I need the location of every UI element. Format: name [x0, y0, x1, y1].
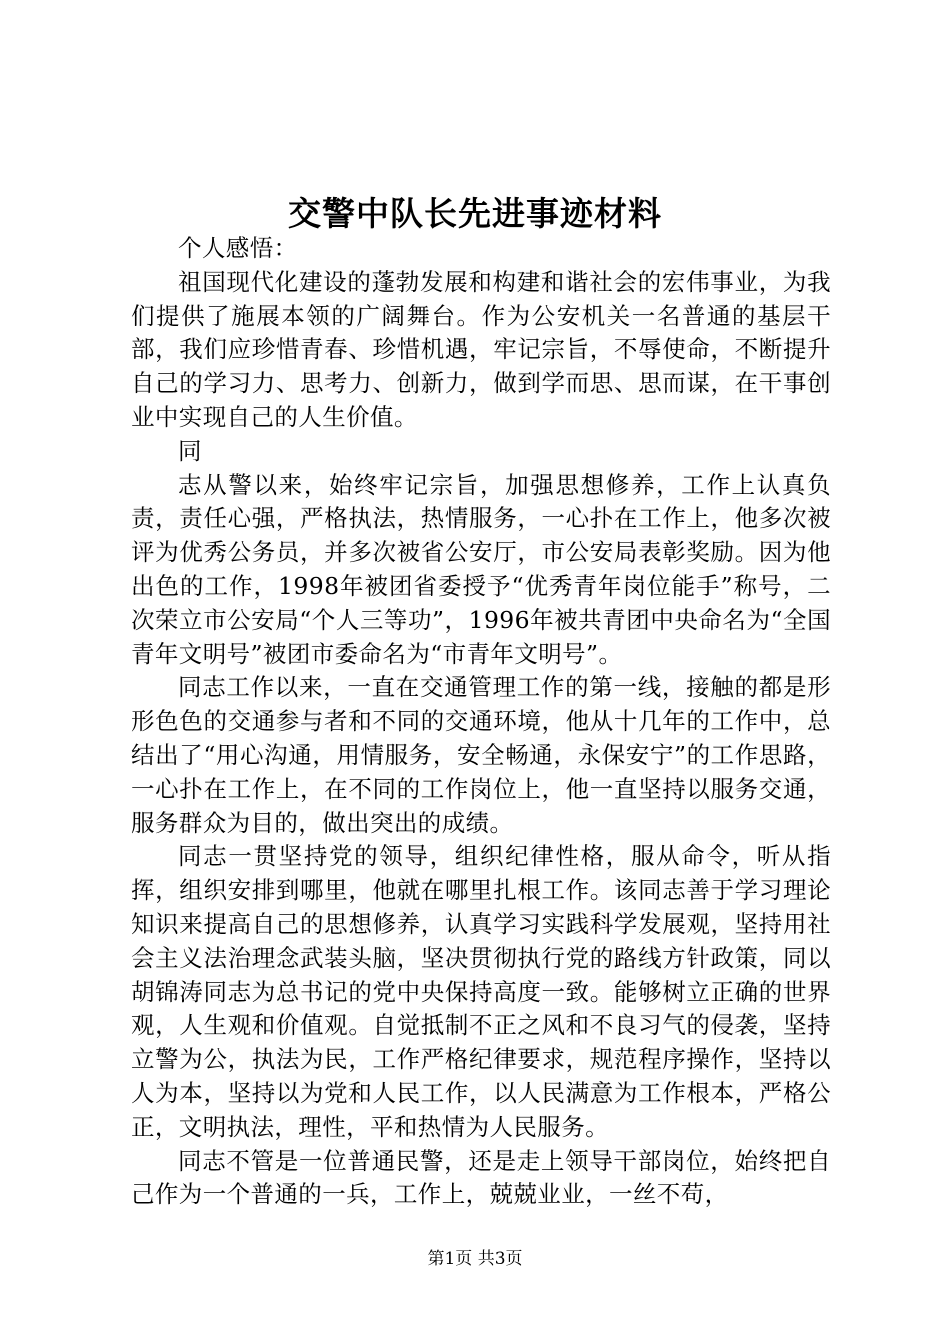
document-title: 交警中队长先进事迹材料 — [288, 194, 662, 233]
paragraph: 同志工作以来，一直在交通管理工作的第一线，接触的都是形形色色的交通参与者和不同的交通环境，他从十几年的工作中，总结出了“用心沟通，用情服务，安全畅通，永保安宁”的工作思路，一心扑在工作上，在不同的工作岗位上，他一直坚持以服务交通，服务群众为目的，做出突出的成绩。 — [131, 673, 831, 837]
paragraph: 同 — [178, 436, 202, 465]
page-number-footer: 第1页 共3页 — [427, 1249, 523, 1269]
paragraph: 个人感悟： — [178, 234, 298, 262]
paragraph: 同志一贯坚持党的领导，组织纪律性格，服从命令，听从指挥，组织安排到哪里，他就在哪里扎根工作。该同志善于学习理论知识来提高自己的思想修养，认真学习实践科学发展观，坚持用社会主义法治理念武装头脑，坚决贯彻执行党的路线方针政策，同以胡锦涛同志为总书记的党中央保持高度一致。能够树立正确的世界观，人生观和价值观。自觉抵制不正之风和不良习气的侵袭，坚持立警为公，执法为民，工作严格纪律要求，规范程序操作，坚持以人为本，坚持以为党和人民工作，以人民满意为工作根本，严格公正，文明执法，理性，平和热情为人民服务。 — [131, 842, 831, 1141]
paragraph: 志从警以来，始终牢记宗旨，加强思想修养，工作上认真负责，责任心强，严格执法，热情服务，一心扑在工作上，他多次被评为优秀公务员，并多次被省公安厅，市公安局表彰奖励。因为他出色的工作，1998年被团省委授予“优秀青年岗位能手”称号，二次荣立市公安局“个人三等功”，1996年被共青团中央命名为“全国青年文明号”被团市委命名为“市青年文明号”。 — [131, 470, 831, 668]
paragraph: 同志不管是一位普通民警，还是走上领导干部岗位，始终把自己作为一个普通的一兵，工作上，兢兢业业，一丝不苟， — [131, 1146, 831, 1209]
document-body — [131, 232, 831, 1212]
paragraph: 祖国现代化建设的蓬勃发展和构建和谐社会的宏伟事业，为我们提供了施展本领的广阔舞台。作为公安机关一名普通的基层干部，我们应珍惜青春、珍惜机遇，牢记宗旨，不辱使命，不断提升自己的学习力、思考力、创新力，做到学而思、思而谋，在干事创业中实现自己的人生价值。 — [131, 267, 831, 431]
